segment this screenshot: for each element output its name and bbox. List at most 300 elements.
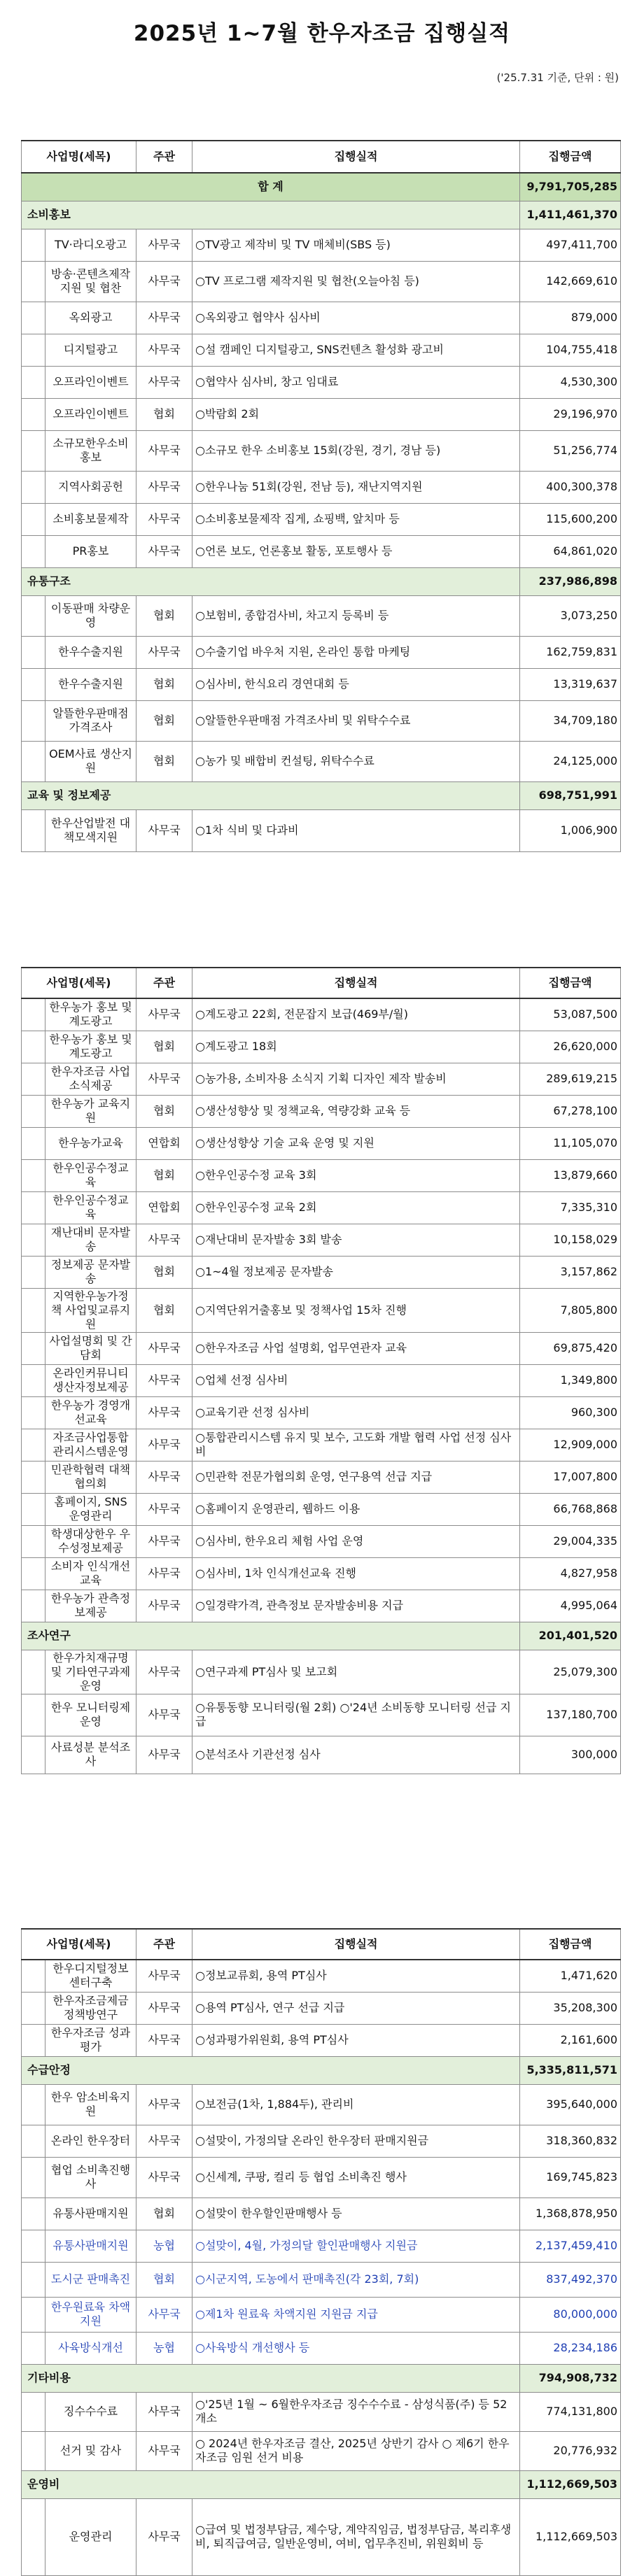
row-amount: 80,000,000	[520, 2297, 621, 2332]
row-amount: 35,208,300	[520, 1992, 621, 2024]
category-amount: 794,908,732	[520, 2364, 621, 2392]
category-name: 교육 및 정보제공	[22, 781, 520, 809]
indent-cell	[22, 1191, 46, 1224]
category-row	[22, 201, 621, 229]
row-amount: 3,073,250	[520, 595, 621, 636]
table-row	[22, 1288, 621, 1332]
row-amount: 4,995,064	[520, 1590, 621, 1622]
row-org: 농협	[136, 2332, 192, 2364]
table-row	[22, 1256, 621, 1288]
row-name: 유통사판매지원	[46, 2198, 136, 2230]
row-detail: ○옥외광고 협약사 심사비	[192, 302, 520, 334]
row-amount: 69,875,420	[520, 1332, 621, 1364]
table-row	[22, 2125, 621, 2157]
category-row	[22, 781, 621, 809]
row-amount: 26,620,000	[520, 1031, 621, 1063]
row-name: 옥외광고	[46, 302, 136, 334]
row-name: 한우자조금제금 정책방연구	[46, 1992, 136, 2024]
table-row	[22, 261, 621, 302]
row-detail: ○TV 프로그램 제작지원 및 협찬(오늘아침 등)	[192, 261, 520, 302]
indent-cell	[22, 2024, 46, 2056]
row-name: 학생대상한우 우수성정보제공	[46, 1525, 136, 1557]
row-detail: ○연구과제 PT심사 및 보고회	[192, 1650, 520, 1694]
indent-cell	[22, 700, 46, 741]
table-row	[22, 1992, 621, 2024]
row-org: 사무국	[136, 261, 192, 302]
row-org: 사무국	[136, 535, 192, 567]
category-row	[22, 2470, 621, 2498]
row-detail: ○시군지역, 도농에서 판매촉진(각 23회, 7회)	[192, 2262, 520, 2297]
row-detail: ○교육기관 선정 심사비	[192, 1396, 520, 1429]
row-org: 사무국	[136, 2125, 192, 2157]
row-org: 사무국	[136, 2297, 192, 2332]
table-row	[22, 366, 621, 398]
header-name: 사업명(세목)	[22, 1929, 136, 1960]
row-detail: ○계도광고 22회, 전문잡지 보급(469부/월)	[192, 998, 520, 1031]
row-amount: 879,000	[520, 302, 621, 334]
row-name: 사료성분 분석조사	[46, 1736, 136, 1774]
indent-cell	[22, 1493, 46, 1525]
row-name: OEM사료 생산지원	[46, 741, 136, 781]
row-amount: 24,125,000	[520, 741, 621, 781]
row-amount: 774,131,800	[520, 2392, 621, 2431]
indent-cell	[22, 1525, 46, 1557]
row-org: 사무국	[136, 1650, 192, 1694]
row-org: 연합회	[136, 1191, 192, 1224]
indent-cell	[22, 1650, 46, 1694]
row-amount: 115,600,200	[520, 503, 621, 535]
row-org: 사무국	[136, 503, 192, 535]
row-detail: ○통합관리시스템 유지 및 보수, 고도화 개발 협력 사업 선정 심사비	[192, 1429, 520, 1461]
row-name: 알뜰한우판매점 가격조사	[46, 700, 136, 741]
row-org: 사무국	[136, 1493, 192, 1525]
row-detail: ○수출기업 바우처 지원, 온라인 통합 마케팅	[192, 636, 520, 668]
row-detail: ○생산성향상 및 정책교육, 역량강화 교육 등	[192, 1095, 520, 1127]
row-org: 사무국	[136, 1364, 192, 1396]
indent-cell	[22, 398, 46, 430]
row-name: 온라인커뮤니티 생산자정보제공	[46, 1364, 136, 1396]
header-detail: 집행실적	[192, 141, 520, 173]
indent-cell	[22, 2332, 46, 2364]
total-amount: 9,791,705,285	[520, 173, 621, 201]
indent-cell	[22, 503, 46, 535]
table-row	[22, 2198, 621, 2230]
table-row	[22, 595, 621, 636]
category-row	[22, 2056, 621, 2084]
table-row	[22, 2431, 621, 2470]
row-detail: ○한우인공수정 교육 2회	[192, 1191, 520, 1224]
category-row	[22, 567, 621, 595]
table-row	[22, 741, 621, 781]
total-label: 합 계	[22, 173, 520, 201]
row-org: 연합회	[136, 1127, 192, 1159]
row-org: 협회	[136, 1159, 192, 1191]
indent-cell	[22, 1364, 46, 1396]
row-detail: ○한우자조금 사업 설명회, 업무연관자 교육	[192, 1332, 520, 1364]
category-amount: 1,411,461,370	[520, 201, 621, 229]
row-detail: ○한우나눔 51회(강원, 전남 등), 재난지역지원	[192, 471, 520, 503]
row-detail: ○1차 식비 및 다과비	[192, 809, 520, 851]
row-detail: ○정보교류회, 용역 PT심사	[192, 1960, 520, 1992]
execution-table-1	[21, 140, 621, 852]
row-amount: 66,768,868	[520, 1493, 621, 1525]
row-org: 사무국	[136, 1525, 192, 1557]
execution-table-2	[21, 967, 621, 1774]
row-name: 한우가치재규명및 기타연구과제운영	[46, 1650, 136, 1694]
row-amount: 1,368,878,950	[520, 2198, 621, 2230]
row-name: 소규모한우소비홍보	[46, 430, 136, 471]
row-org: 협회	[136, 668, 192, 700]
table-row	[22, 2332, 621, 2364]
row-amount: 289,619,215	[520, 1063, 621, 1095]
table-row	[22, 1396, 621, 1429]
indent-cell	[22, 366, 46, 398]
row-detail: ○신세계, 쿠팡, 컬리 등 협업 소비촉진 행사	[192, 2157, 520, 2198]
row-detail: ○소규모 한우 소비홍보 15회(강원, 경기, 경남 등)	[192, 430, 520, 471]
row-org: 사무국	[136, 2392, 192, 2431]
row-name: 디지털광고	[46, 334, 136, 366]
row-detail: ○급여 및 법정부담금, 제수당, 계약직임금, 법정부담금, 복리후생비, 퇴직급여금, 일반운영비, 여비, 업무추진비, 위원회비 등	[192, 2498, 520, 2575]
row-org: 사무국	[136, 998, 192, 1031]
row-org: 사무국	[136, 2084, 192, 2125]
table-row	[22, 998, 621, 1031]
row-amount: 53,087,500	[520, 998, 621, 1031]
row-name: 사업설명회 및 간담회	[46, 1332, 136, 1364]
indent-cell	[22, 1396, 46, 1429]
table-row	[22, 398, 621, 430]
table-row	[22, 302, 621, 334]
row-amount: 11,105,070	[520, 1127, 621, 1159]
row-detail: ○언론 보도, 언론홍보 활동, 포토행사 등	[192, 535, 520, 567]
header-org: 주관	[136, 1929, 192, 1960]
row-org: 사무국	[136, 366, 192, 398]
row-amount: 25,079,300	[520, 1650, 621, 1694]
row-amount: 20,776,932	[520, 2431, 621, 2470]
row-org: 사무국	[136, 2498, 192, 2575]
row-amount: 67,278,100	[520, 1095, 621, 1127]
row-name: 이동판매 차량운영	[46, 595, 136, 636]
indent-cell	[22, 595, 46, 636]
header-row	[22, 1929, 621, 1960]
table-row	[22, 1960, 621, 1992]
category-row	[22, 1622, 621, 1650]
row-detail: ○보험비, 종합검사비, 차고지 등록비 등	[192, 595, 520, 636]
row-org: 협회	[136, 700, 192, 741]
row-org: 사무국	[136, 334, 192, 366]
row-name: 홈페이지, SNS 운영관리	[46, 1493, 136, 1525]
indent-cell	[22, 1159, 46, 1191]
indent-cell	[22, 2084, 46, 2125]
total-row	[22, 173, 621, 201]
category-amount: 698,751,991	[520, 781, 621, 809]
indent-cell	[22, 1127, 46, 1159]
indent-cell	[22, 741, 46, 781]
row-org: 협회	[136, 2262, 192, 2297]
table-row	[22, 1191, 621, 1224]
row-amount: 2,137,459,410	[520, 2230, 621, 2262]
row-detail: ○'25년 1월 ~ 6월한우자조금 징수수수료 - 삼성식품(주) 등 52개소	[192, 2392, 520, 2431]
table-row	[22, 2230, 621, 2262]
row-amount: 1,471,620	[520, 1960, 621, 1992]
table-row	[22, 471, 621, 503]
row-amount: 1,006,900	[520, 809, 621, 851]
row-org: 협회	[136, 595, 192, 636]
row-amount: 12,909,000	[520, 1429, 621, 1461]
row-detail: ○재난대비 문자발송 3회 발송	[192, 1224, 520, 1256]
row-name: 민관학협력 대책협의회	[46, 1461, 136, 1493]
row-name: 징수수수료	[46, 2392, 136, 2431]
row-amount: 51,256,774	[520, 430, 621, 471]
row-name: 한우농가 홍보 및 계도광고	[46, 998, 136, 1031]
table-row	[22, 2498, 621, 2575]
indent-cell	[22, 1736, 46, 1774]
row-org: 사무국	[136, 1396, 192, 1429]
category-name: 조사연구	[22, 1622, 520, 1650]
table-row	[22, 809, 621, 851]
row-amount: 13,879,660	[520, 1159, 621, 1191]
row-amount: 10,158,029	[520, 1224, 621, 1256]
row-name: 자조금사업통합 관리시스템운영	[46, 1429, 136, 1461]
row-detail: ○제1차 원료육 차액지원 지원금 지급	[192, 2297, 520, 2332]
table-row	[22, 1332, 621, 1364]
table-row	[22, 700, 621, 741]
indent-cell	[22, 471, 46, 503]
row-detail: ○농가용, 소비자용 소식지 기획 디자인 제작 발송비	[192, 1063, 520, 1095]
row-org: 사무국	[136, 2431, 192, 2470]
indent-cell	[22, 1590, 46, 1622]
indent-cell	[22, 1557, 46, 1590]
row-name: 소비자 인식개선교육	[46, 1557, 136, 1590]
row-amount: 13,319,637	[520, 668, 621, 700]
indent-cell	[22, 535, 46, 567]
table-row	[22, 2157, 621, 2198]
header-amount: 집행금액	[520, 968, 621, 998]
row-detail: ○용역 PT심사, 연구 선급 지급	[192, 1992, 520, 2024]
row-amount: 400,300,378	[520, 471, 621, 503]
indent-cell	[22, 1031, 46, 1063]
row-name: 지역사회공헌	[46, 471, 136, 503]
row-org: 사무국	[136, 229, 192, 261]
row-detail: ○지역단위거출홍보 및 정책사업 15차 진행	[192, 1288, 520, 1332]
row-amount: 17,007,800	[520, 1461, 621, 1493]
row-name: 한우농가 홍보 및 계도광고	[46, 1031, 136, 1063]
row-detail: ○TV광고 제작비 및 TV 매체비(SBS 등)	[192, 229, 520, 261]
table-row	[22, 229, 621, 261]
row-name: 한우농가 교육지원	[46, 1095, 136, 1127]
table-row	[22, 535, 621, 567]
row-amount: 28,234,186	[520, 2332, 621, 2364]
row-detail: ○분석조사 기관선정 심사	[192, 1736, 520, 1774]
row-amount: 837,492,370	[520, 2262, 621, 2297]
indent-cell	[22, 2498, 46, 2575]
row-org: 사무국	[136, 636, 192, 668]
table-row	[22, 1590, 621, 1622]
table-row	[22, 2084, 621, 2125]
row-amount: 162,759,831	[520, 636, 621, 668]
indent-cell	[22, 1332, 46, 1364]
indent-cell	[22, 1429, 46, 1461]
table-row	[22, 1031, 621, 1063]
row-detail: ○ 2024년 한우자조금 결산, 2025년 상반기 감사 ○ 제6기 한우자조금 임원 선거 비용	[192, 2431, 520, 2470]
table-row	[22, 1736, 621, 1774]
row-org: 협회	[136, 741, 192, 781]
row-name: 유통사판매지원	[46, 2230, 136, 2262]
execution-table-3	[21, 1928, 621, 2576]
row-detail: ○농가 및 배합비 컨설팅, 위탁수수료	[192, 741, 520, 781]
row-amount: 104,755,418	[520, 334, 621, 366]
table-row	[22, 503, 621, 535]
row-name: 선거 및 감사	[46, 2431, 136, 2470]
header-name: 사업명(세목)	[22, 968, 136, 998]
row-detail: ○심사비, 1차 인식개선교육 진행	[192, 1557, 520, 1590]
header-row	[22, 141, 621, 173]
row-amount: 1,112,669,503	[520, 2498, 621, 2575]
row-name: 한우 모니터링제운영	[46, 1694, 136, 1736]
row-detail: ○알뜰한우판매점 가격조사비 및 위탁수수료	[192, 700, 520, 741]
category-amount: 5,335,811,571	[520, 2056, 621, 2084]
row-detail: ○계도광고 18회	[192, 1031, 520, 1063]
indent-cell	[22, 2431, 46, 2470]
row-org: 사무국	[136, 471, 192, 503]
row-detail: ○심사비, 한우요리 체험 사업 운영	[192, 1525, 520, 1557]
table-row	[22, 1095, 621, 1127]
table-row	[22, 1461, 621, 1493]
row-org: 사무국	[136, 809, 192, 851]
row-detail: ○유통동향 모니터링(월 2회) ○'24년 소비동향 모니터링 선급 지급	[192, 1694, 520, 1736]
row-name: 한우수출지원	[46, 668, 136, 700]
indent-cell	[22, 2297, 46, 2332]
row-detail: ○1~4월 정보제공 문자발송	[192, 1256, 520, 1288]
category-name: 수급안정	[22, 2056, 520, 2084]
indent-cell	[22, 998, 46, 1031]
row-detail: ○성과평가위원회, 용역 PT심사	[192, 2024, 520, 2056]
row-detail: ○민관학 전문가협의회 운영, 연구용역 선급 지급	[192, 1461, 520, 1493]
table-row	[22, 1493, 621, 1525]
table-row	[22, 1364, 621, 1396]
table-row	[22, 1429, 621, 1461]
indent-cell	[22, 1960, 46, 1992]
indent-cell	[22, 229, 46, 261]
row-org: 사무국	[136, 430, 192, 471]
row-org: 사무국	[136, 1063, 192, 1095]
category-row	[22, 2364, 621, 2392]
row-amount: 34,709,180	[520, 700, 621, 741]
table-row	[22, 1224, 621, 1256]
row-detail: ○사육방식 개선행사 등	[192, 2332, 520, 2364]
row-org: 농협	[136, 2230, 192, 2262]
indent-cell	[22, 809, 46, 851]
header-amount: 집행금액	[520, 141, 621, 173]
row-name: 한우수출지원	[46, 636, 136, 668]
row-name: 한우 암소비육지원	[46, 2084, 136, 2125]
indent-cell	[22, 2157, 46, 2198]
row-name: 한우원료육 차액지원	[46, 2297, 136, 2332]
row-org: 사무국	[136, 1224, 192, 1256]
row-org: 사무국	[136, 1960, 192, 1992]
row-org: 사무국	[136, 1736, 192, 1774]
row-detail: ○업체 선정 심사비	[192, 1364, 520, 1396]
table-row	[22, 1650, 621, 1694]
row-amount: 4,827,958	[520, 1557, 621, 1590]
row-org: 사무국	[136, 2024, 192, 2056]
indent-cell	[22, 1992, 46, 2024]
row-name: 한우인공수정교육	[46, 1191, 136, 1224]
row-org: 사무국	[136, 1429, 192, 1461]
table-row	[22, 1159, 621, 1191]
row-name: 방송·콘텐츠제작지원 및 협찬	[46, 261, 136, 302]
header-detail: 집행실적	[192, 968, 520, 998]
row-name: 재난대비 문자발송	[46, 1224, 136, 1256]
table-row	[22, 430, 621, 471]
indent-cell	[22, 1694, 46, 1736]
row-org: 사무국	[136, 1694, 192, 1736]
row-name: 지역한우농가정책 사업및교류지원	[46, 1288, 136, 1332]
row-org: 협회	[136, 398, 192, 430]
table-row	[22, 1557, 621, 1590]
indent-cell	[22, 430, 46, 471]
category-name: 기타비용	[22, 2364, 520, 2392]
row-amount: 142,669,610	[520, 261, 621, 302]
row-name: 사육방식개선	[46, 2332, 136, 2364]
category-name: 소비홍보	[22, 201, 520, 229]
row-org: 협회	[136, 1288, 192, 1332]
row-name: TV·라디오광고	[46, 229, 136, 261]
row-amount: 395,640,000	[520, 2084, 621, 2125]
row-detail: ○보전금(1차, 1,884두), 관리비	[192, 2084, 520, 2125]
row-org: 협회	[136, 1095, 192, 1127]
row-detail: ○소비홍보물제작 집게, 쇼핑백, 앞치마 등	[192, 503, 520, 535]
row-amount: 497,411,700	[520, 229, 621, 261]
row-name: 한우인공수정교육	[46, 1159, 136, 1191]
row-name: 소비홍보물제작	[46, 503, 136, 535]
row-name: 정보제공 문자발송	[46, 1256, 136, 1288]
row-name: PR홍보	[46, 535, 136, 567]
indent-cell	[22, 636, 46, 668]
indent-cell	[22, 2262, 46, 2297]
row-org: 사무국	[136, 1992, 192, 2024]
row-amount: 2,161,600	[520, 2024, 621, 2056]
row-org: 사무국	[136, 2157, 192, 2198]
header-name: 사업명(세목)	[22, 141, 136, 173]
table-row	[22, 1694, 621, 1736]
table-row	[22, 1525, 621, 1557]
row-name: 오프라인이벤트	[46, 366, 136, 398]
row-name: 한우자조금 성과평가	[46, 2024, 136, 2056]
row-detail: ○생산성향상 기술 교육 운영 및 지원	[192, 1127, 520, 1159]
indent-cell	[22, 1095, 46, 1127]
row-name: 한우농가 관측정보제공	[46, 1590, 136, 1622]
row-amount: 29,004,335	[520, 1525, 621, 1557]
row-amount: 300,000	[520, 1736, 621, 1774]
row-detail: ○설맞이 한우할인판매행사 등	[192, 2198, 520, 2230]
row-name: 한우산업발전 대책모색지원	[46, 809, 136, 851]
header-amount: 집행금액	[520, 1929, 621, 1960]
indent-cell	[22, 334, 46, 366]
table-row	[22, 334, 621, 366]
row-detail: ○홈페이지 운영관리, 웹하드 이용	[192, 1493, 520, 1525]
indent-cell	[22, 2230, 46, 2262]
row-org: 사무국	[136, 1332, 192, 1364]
table-row	[22, 2262, 621, 2297]
table-row	[22, 636, 621, 668]
row-name: 한우농가 경영개선교육	[46, 1396, 136, 1429]
indent-cell	[22, 2198, 46, 2230]
indent-cell	[22, 1288, 46, 1332]
row-amount: 1,349,800	[520, 1364, 621, 1396]
table-row	[22, 2392, 621, 2431]
header-org: 주관	[136, 968, 192, 998]
category-name: 유통구조	[22, 567, 520, 595]
